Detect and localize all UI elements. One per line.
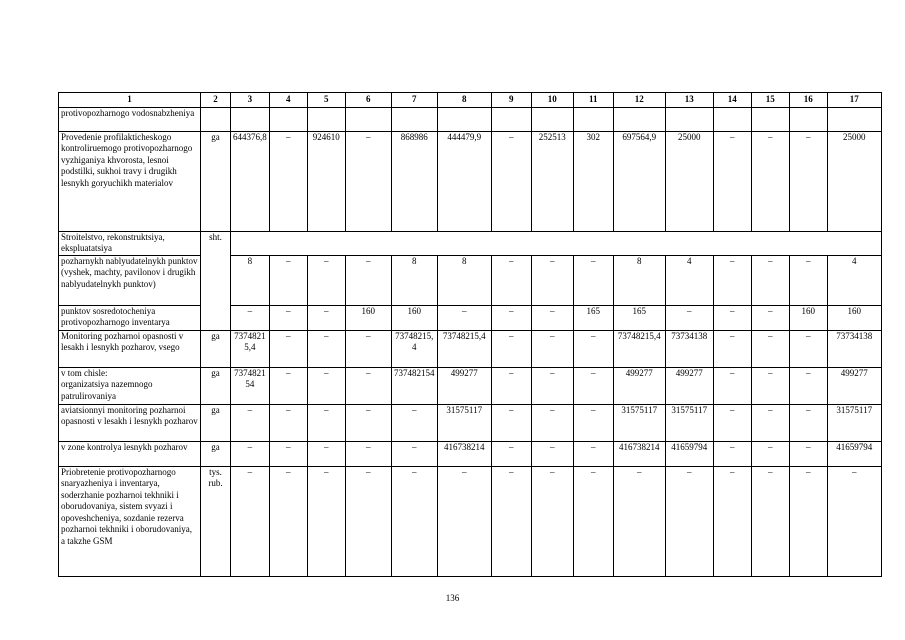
- table-cell: 8: [231, 255, 270, 305]
- table-cell: –: [269, 330, 307, 367]
- table-cell: –: [307, 255, 345, 305]
- table-cell: –: [665, 466, 713, 576]
- table-cell: 73748215,4: [613, 330, 665, 367]
- table-cell: 7374821 5,4: [231, 330, 270, 367]
- table-cell: –: [789, 131, 827, 231]
- row-unit: tys. rub.: [201, 466, 231, 576]
- table-cell: 160: [391, 305, 437, 330]
- table-cell: 160: [345, 305, 391, 330]
- table-cell: [613, 107, 665, 131]
- table-cell: –: [751, 255, 789, 305]
- table-cell: –: [345, 330, 391, 367]
- table-cell: –: [231, 441, 270, 466]
- table-cell: –: [573, 367, 613, 404]
- table-row: [59, 441, 882, 466]
- table-cell: –: [789, 367, 827, 404]
- column-header: 9: [491, 93, 531, 108]
- table-cell: –: [269, 404, 307, 441]
- table-cell: [665, 107, 713, 131]
- table-cell: 73748215, 4: [391, 330, 437, 367]
- table-cell: –: [491, 367, 531, 404]
- table-cell: 7374821 54: [231, 367, 270, 404]
- table-cell: –: [751, 305, 789, 330]
- row-unit: ga: [201, 131, 231, 231]
- table-cell: [789, 107, 827, 131]
- table-row: [59, 305, 882, 330]
- table-cell: –: [531, 367, 573, 404]
- table-cell: 8: [391, 255, 437, 305]
- row-label-line: organizatsiya nazemnogo patrulirovaniya: [61, 379, 153, 401]
- column-header: 13: [665, 93, 713, 108]
- table-cell: –: [531, 305, 573, 330]
- table-cell: –: [713, 131, 751, 231]
- table-cell: 499277: [437, 367, 491, 404]
- table-cell: 924610: [307, 131, 345, 231]
- table-row: [59, 131, 882, 231]
- column-header: 5: [307, 93, 345, 108]
- table-cell: 165: [573, 305, 613, 330]
- table-cell: –: [751, 367, 789, 404]
- table-cell: –: [269, 305, 307, 330]
- table-cell: 8: [437, 255, 491, 305]
- table-cell: –: [491, 255, 531, 305]
- table-cell: –: [307, 441, 345, 466]
- row-unit: ga: [201, 330, 231, 367]
- row-unit: ga: [201, 404, 231, 441]
- page-number: 136: [445, 593, 460, 603]
- table-cell: –: [531, 404, 573, 441]
- table-cell: 416738214: [613, 441, 665, 466]
- table-cell: –: [491, 404, 531, 441]
- row-unit: ga: [201, 441, 231, 466]
- table-cell: 302: [573, 131, 613, 231]
- row-label: Provedenie profilakticheskogo kontroliruemogo protivopozharnogo vyzhiganiya khvorosta, lesnoi podstilki, sukhoi travy i drugikh lesnykh goryuchikh materialov: [59, 131, 201, 231]
- table-cell: 8: [613, 255, 665, 305]
- table-cell: [751, 107, 789, 131]
- table-cell: [345, 107, 391, 131]
- row-label: pozharnykh nablyudatelnykh punktov (vyshek, machty, pavilonov i drugikh nablyudatelnykh punktov): [59, 255, 201, 305]
- table-cell: 41659794: [827, 441, 881, 466]
- data-table: [58, 92, 882, 577]
- table-cell: 737482154: [391, 367, 437, 404]
- table-cell: –: [391, 404, 437, 441]
- table-cell: –: [391, 466, 437, 576]
- table-cell: [269, 107, 307, 131]
- table-cell: –: [491, 131, 531, 231]
- table-cell: –: [713, 330, 751, 367]
- row-unit: ga: [201, 367, 231, 404]
- table-cell: –: [307, 367, 345, 404]
- row-label: protivopozharnogo vodosnabzheniya: [59, 107, 201, 131]
- table-cell: [491, 107, 531, 131]
- table-cell: 31575117: [437, 404, 491, 441]
- table-cell: –: [789, 441, 827, 466]
- table-cell: –: [573, 255, 613, 305]
- table-row: [59, 404, 882, 441]
- table-cell: 31575117: [827, 404, 881, 441]
- table-cell: –: [231, 466, 270, 576]
- table-cell: –: [789, 255, 827, 305]
- column-header: 7: [391, 93, 437, 108]
- table-row: [59, 231, 882, 255]
- table-cell: –: [713, 441, 751, 466]
- table-cell: –: [789, 404, 827, 441]
- row-unit: [201, 107, 231, 131]
- table-cell: –: [531, 466, 573, 576]
- table-cell: –: [231, 404, 270, 441]
- table-cell: –: [491, 466, 531, 576]
- table-cell: –: [789, 466, 827, 576]
- table-cell: 160: [789, 305, 827, 330]
- table-cell: –: [391, 441, 437, 466]
- table-cell: –: [307, 330, 345, 367]
- table-cell: –: [345, 466, 391, 576]
- table-cell: –: [751, 131, 789, 231]
- column-header: 3: [231, 93, 270, 108]
- table-cell: 4: [665, 255, 713, 305]
- table-cell: –: [269, 367, 307, 404]
- table-cell: –: [437, 305, 491, 330]
- table-cell: –: [345, 441, 391, 466]
- table-cell: –: [573, 330, 613, 367]
- column-header: 15: [751, 93, 789, 108]
- table-cell: –: [613, 466, 665, 576]
- column-header: 2: [201, 93, 231, 108]
- table-cell: –: [307, 404, 345, 441]
- table-cell: 41659794: [665, 441, 713, 466]
- table-cell: 160: [827, 305, 881, 330]
- table-cell: –: [345, 404, 391, 441]
- row-label: v zone kontrolya lesnykh pozharov: [59, 441, 201, 466]
- table-cell: 25000: [665, 131, 713, 231]
- table-cell: [437, 107, 491, 131]
- table-cell: [827, 107, 881, 131]
- table-cell: 644376,8: [231, 131, 270, 231]
- table-row: [59, 107, 882, 131]
- table-cell: –: [269, 255, 307, 305]
- table-cell: 499277: [613, 367, 665, 404]
- table-cell: 444479,9: [437, 131, 491, 231]
- table-cell: 252513: [531, 131, 573, 231]
- table-cell: –: [491, 330, 531, 367]
- column-header: 10: [531, 93, 573, 108]
- table-cell: 73748215,4: [437, 330, 491, 367]
- column-header: 11: [573, 93, 613, 108]
- table-row: [59, 367, 882, 404]
- table-cell: –: [713, 466, 751, 576]
- table-cell: –: [345, 131, 391, 231]
- table-cell: 499277: [827, 367, 881, 404]
- row-label: Monitoring pozharnoi opasnosti v lesakh i lesnykh pozharov, vsego: [59, 330, 201, 367]
- column-header: 17: [827, 93, 881, 108]
- column-header: 12: [613, 93, 665, 108]
- table-cell: [307, 107, 345, 131]
- table-cell: –: [269, 131, 307, 231]
- row-label-line: v tom chisle:: [61, 367, 108, 378]
- table-cell: –: [713, 404, 751, 441]
- table-cell: –: [713, 305, 751, 330]
- table-cell: –: [269, 441, 307, 466]
- table-cell: –: [307, 466, 345, 576]
- table-cell: 416738214: [437, 441, 491, 466]
- table-cell: 868986: [391, 131, 437, 231]
- table-cell: –: [491, 441, 531, 466]
- table-cell: 499277: [665, 367, 713, 404]
- table-cell: 25000: [827, 131, 881, 231]
- table-cell: [573, 107, 613, 131]
- table-cell: [391, 107, 437, 131]
- column-header: 14: [713, 93, 751, 108]
- table-cell: –: [713, 367, 751, 404]
- table-cell: –: [573, 441, 613, 466]
- column-header: 16: [789, 93, 827, 108]
- table-cell: –: [345, 255, 391, 305]
- table-cell: –: [751, 441, 789, 466]
- column-header: 4: [269, 93, 307, 108]
- row-label: punktov sosredotocheniya protivopozharnogo inventarya: [59, 305, 201, 330]
- table-cell: 165: [613, 305, 665, 330]
- table-cell: 31575117: [613, 404, 665, 441]
- table-cell: [531, 107, 573, 131]
- table-cell: –: [345, 367, 391, 404]
- table-cell: [231, 107, 270, 131]
- table-row: [59, 330, 882, 367]
- table-cell: –: [751, 466, 789, 576]
- table-cell: 73734138: [827, 330, 881, 367]
- column-header: 8: [437, 93, 491, 108]
- table-row: [59, 466, 882, 576]
- table-cell: [713, 107, 751, 131]
- table-cell: –: [437, 466, 491, 576]
- table-cell: –: [573, 466, 613, 576]
- merged-cell: [231, 231, 882, 255]
- table-cell: 697564,9: [613, 131, 665, 231]
- table-cell: –: [307, 305, 345, 330]
- table-cell: –: [827, 466, 881, 576]
- table-cell: –: [665, 305, 713, 330]
- table-cell: –: [531, 255, 573, 305]
- header-row: [59, 93, 882, 108]
- table-cell: –: [269, 466, 307, 576]
- table-cell: –: [751, 330, 789, 367]
- table-cell: 4: [827, 255, 881, 305]
- table-cell: –: [231, 305, 270, 330]
- row-label: [59, 367, 201, 404]
- row-label: Stroitelstvo, rekonstruktsiya, ekspluatatsiya: [59, 231, 201, 255]
- table-cell: –: [531, 330, 573, 367]
- table-cell: –: [713, 255, 751, 305]
- table-cell: –: [531, 441, 573, 466]
- row-label: Priobretenie protivopozharnogo snaryazheniya i inventarya, soderzhanie pozharnoi tekhniki i oborudovaniya, sistem svyazi i opoveshcheniya, sozdanie rezerva pozharnoi tekhniki i oborudovaniya, a takzhe GSM: [59, 466, 201, 576]
- table-cell: 31575117: [665, 404, 713, 441]
- column-header: 1: [59, 93, 201, 108]
- table-cell: –: [751, 404, 789, 441]
- table-cell: –: [573, 404, 613, 441]
- row-label: aviatsionnyi monitoring pozharnoi opasnosti v lesakh i lesnykh pozharov: [59, 404, 201, 441]
- column-header: 6: [345, 93, 391, 108]
- row-unit: sht.: [201, 231, 231, 330]
- table-cell: –: [491, 305, 531, 330]
- table-row: [59, 255, 882, 305]
- table-cell: –: [789, 330, 827, 367]
- table-cell: 73734138: [665, 330, 713, 367]
